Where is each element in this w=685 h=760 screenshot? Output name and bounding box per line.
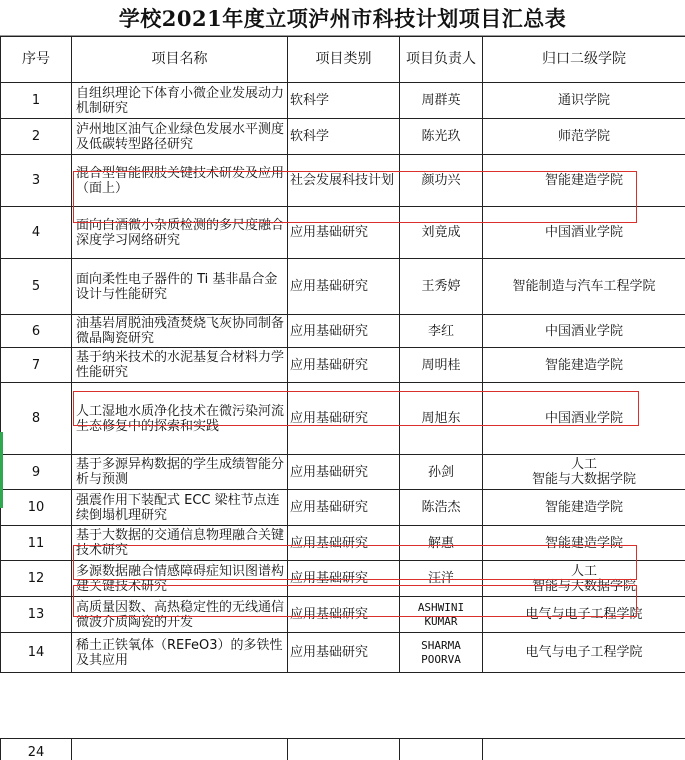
- cell-seq: 13: [1, 597, 72, 633]
- cell-seq: 14: [1, 633, 72, 673]
- cell-college: 智能建造学院: [483, 526, 685, 561]
- cell-category: 应用基础研究: [288, 207, 400, 259]
- cell-college: 中国酒业学院: [483, 383, 685, 455]
- cell-college: 通识学院: [483, 83, 685, 119]
- cell-college: 电气与电子工程学院: [483, 597, 685, 633]
- cell-seq: 4: [1, 207, 72, 259]
- row-marker: [0, 432, 3, 508]
- table-row: [1, 739, 685, 760]
- cell-leader: 孙剑: [400, 455, 483, 490]
- cell-college: 人工 智能与大数据学院: [483, 561, 685, 597]
- cell-seq: 6: [1, 315, 72, 348]
- cell-name: 基于多源异构数据的学生成绩智能分析与预测: [72, 455, 288, 490]
- partial-row-table: [0, 738, 685, 760]
- table-row: [1, 207, 685, 259]
- cell-college: 智能建造学院: [483, 490, 685, 526]
- cell-leader: 刘竟成: [400, 207, 483, 259]
- cell-college: 智能制造与汽车工程学院: [483, 259, 685, 315]
- cell-seq: 3: [1, 155, 72, 207]
- cell-name: 人工湿地水质净化技术在微污染河流生态修复中的探索和实践: [72, 383, 288, 455]
- cell-name: 多源数据融合情感障碍症知识图谱构建关键技术研究: [72, 561, 288, 597]
- table-row: [1, 383, 685, 455]
- cell-leader: 周明桂: [400, 348, 483, 383]
- cell-seq: 7: [1, 348, 72, 383]
- cell-name: [72, 739, 288, 760]
- table-row: [1, 633, 685, 673]
- header-college: 归口二级学院: [483, 37, 685, 83]
- cell-name: 自组织理论下体育小微企业发展动力机制研究: [72, 83, 288, 119]
- cell-category: 应用基础研究: [288, 315, 400, 348]
- cell-seq: 10: [1, 490, 72, 526]
- cell-seq: 2: [1, 119, 72, 155]
- cell-seq: 11: [1, 526, 72, 561]
- cell-leader: 解惠: [400, 526, 483, 561]
- cell-category: 应用基础研究: [288, 633, 400, 673]
- cell-college: 中国酒业学院: [483, 315, 685, 348]
- cell-college: 中国酒业学院: [483, 207, 685, 259]
- cell-name: 泸州地区油气企业绿色发展水平测度及低碳转型路径研究: [72, 119, 288, 155]
- cell-name: 强震作用下装配式 ECC 梁柱节点连续倒塌机理研究: [72, 490, 288, 526]
- header-seq: 序号: [1, 37, 72, 83]
- cell-category: 软科学: [288, 83, 400, 119]
- cell-name: 面向白酒微小杂质检测的多尺度融合深度学习网络研究: [72, 207, 288, 259]
- cell-college: 人工 智能与大数据学院: [483, 455, 685, 490]
- cell-category: 应用基础研究: [288, 259, 400, 315]
- cell-leader: 周旭东: [400, 383, 483, 455]
- cell-seq: 1: [1, 83, 72, 119]
- cell-college: 师范学院: [483, 119, 685, 155]
- cell-category: 应用基础研究: [288, 455, 400, 490]
- cell-leader: 周群英: [400, 83, 483, 119]
- cell-leader: 颜功兴: [400, 155, 483, 207]
- cell-name: 高质量因数、高热稳定性的无线通信微波介质陶瓷的开发: [72, 597, 288, 633]
- cell-leader: ASHWINI KUMAR: [400, 597, 483, 633]
- cell-leader: 汪洋: [400, 561, 483, 597]
- cell-name: 基于大数据的交通信息物理融合关键技术研究: [72, 526, 288, 561]
- cell-college: [483, 739, 685, 760]
- cell-category: [288, 739, 400, 760]
- table-row: [1, 315, 685, 348]
- cell-name: 基于纳米技术的水泥基复合材料力学性能研究: [72, 348, 288, 383]
- table-row: [1, 348, 685, 383]
- cell-name: 面向柔性电子器件的 Ti 基非晶合金设计与性能研究: [72, 259, 288, 315]
- table-row: [1, 155, 685, 207]
- header-name: 项目名称: [72, 37, 288, 83]
- cell-category: 应用基础研究: [288, 597, 400, 633]
- cell-college: 电气与电子工程学院: [483, 633, 685, 673]
- cell-category: 应用基础研究: [288, 348, 400, 383]
- header-leader: 项目负责人: [400, 37, 483, 83]
- cell-name: 油基岩屑脱油残渣焚烧飞灰协同制备微晶陶瓷研究: [72, 315, 288, 348]
- table-row: [1, 455, 685, 490]
- cell-name: 混合型智能假肢关键技术研发及应用（面上）: [72, 155, 288, 207]
- cell-category: 应用基础研究: [288, 383, 400, 455]
- cell-seq: 12: [1, 561, 72, 597]
- table-row: [1, 597, 685, 633]
- header-category: 项目类别: [288, 37, 400, 83]
- cell-category: 应用基础研究: [288, 490, 400, 526]
- table-row: [1, 259, 685, 315]
- cell-name: 稀土正铁氧体（REFeO3）的多铁性及其应用: [72, 633, 288, 673]
- table-body: [1, 83, 685, 673]
- header-row: [1, 37, 685, 83]
- cell-category: 应用基础研究: [288, 561, 400, 597]
- table-row: [1, 119, 685, 155]
- cell-seq: 8: [1, 383, 72, 455]
- cell-leader: 陈浩杰: [400, 490, 483, 526]
- table-row: [1, 526, 685, 561]
- cell-leader: 陈光玖: [400, 119, 483, 155]
- cell-leader: SHARMA POORVA: [400, 633, 483, 673]
- cell-seq: 9: [1, 455, 72, 490]
- table-row: [1, 83, 685, 119]
- cell-category: 应用基础研究: [288, 526, 400, 561]
- table-row: [1, 490, 685, 526]
- cell-category: 社会发展科技计划: [288, 155, 400, 207]
- cell-category: 软科学: [288, 119, 400, 155]
- cell-college: 智能建造学院: [483, 348, 685, 383]
- cell-leader: [400, 739, 483, 760]
- project-table: [0, 36, 685, 673]
- table-row: [1, 561, 685, 597]
- page-title: 学校2021年度立项泸州市科技计划项目汇总表: [0, 0, 685, 36]
- cell-seq: 5: [1, 259, 72, 315]
- cell-seq: 24: [1, 739, 72, 760]
- cell-college: 智能建造学院: [483, 155, 685, 207]
- cell-leader: 李红: [400, 315, 483, 348]
- cell-leader: 王秀婷: [400, 259, 483, 315]
